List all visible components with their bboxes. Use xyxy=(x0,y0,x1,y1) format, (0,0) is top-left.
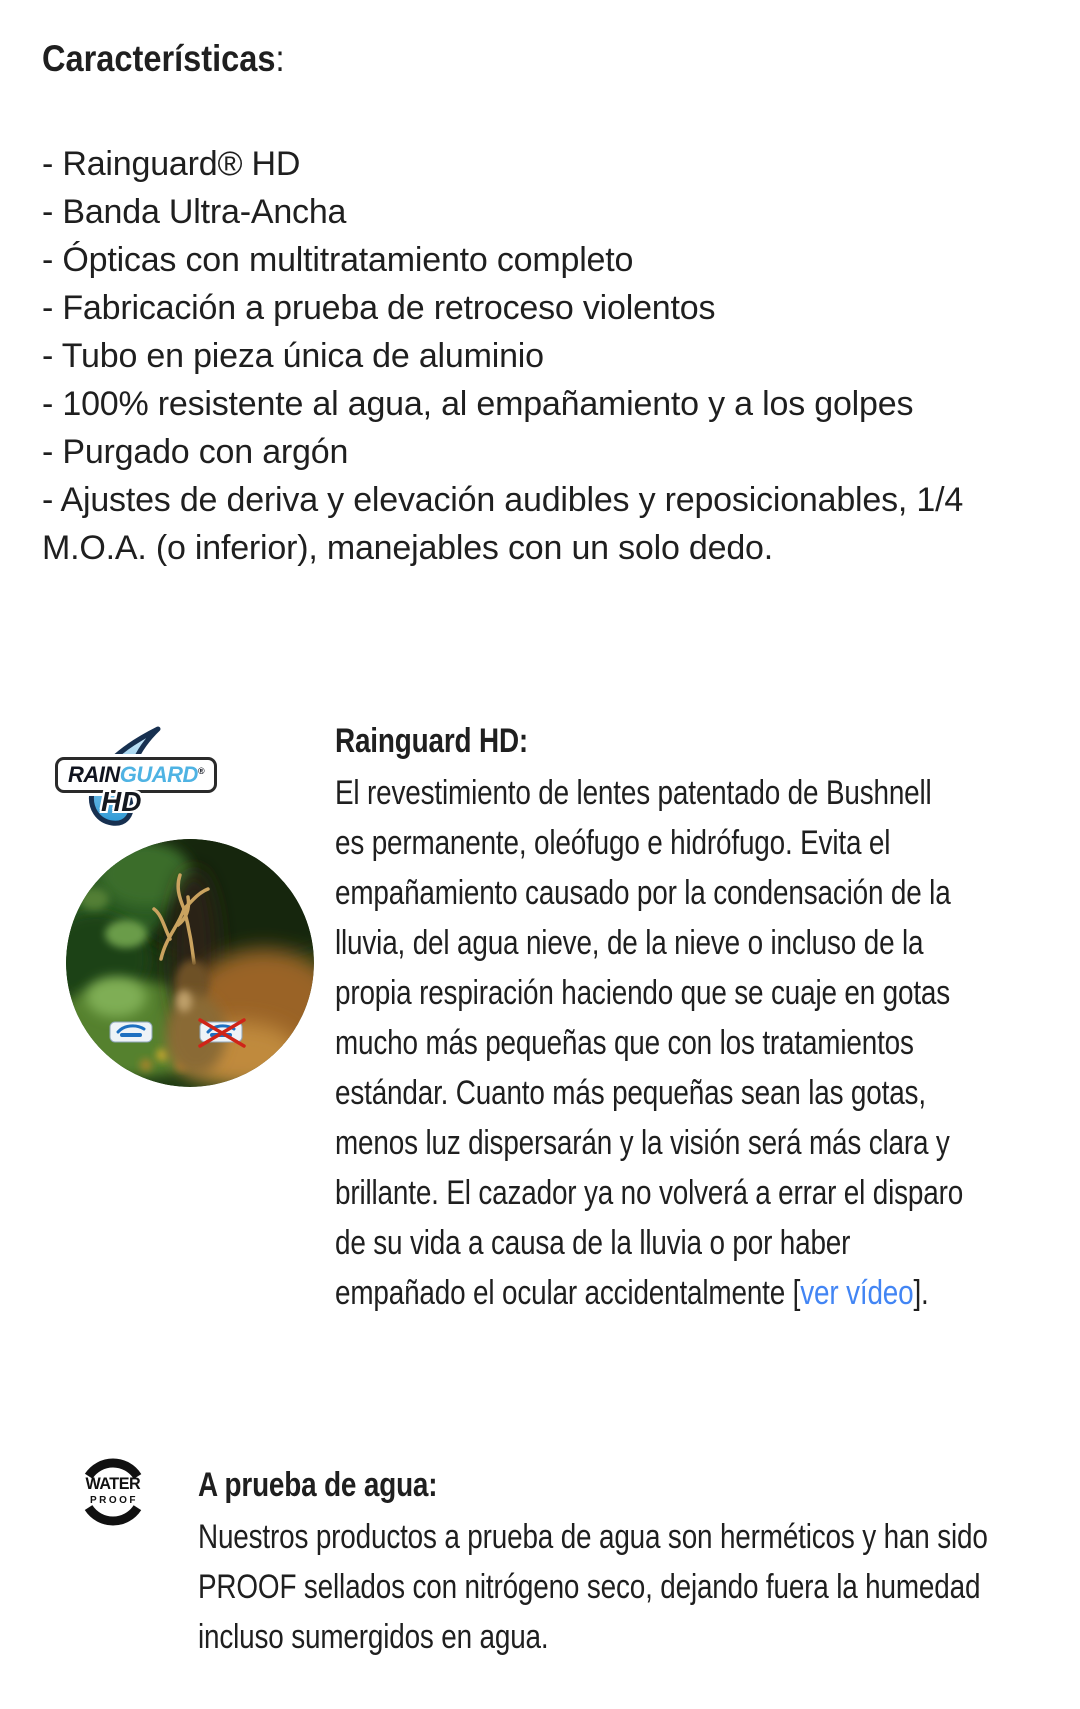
feature-item: - Banda Ultra-Ancha xyxy=(42,193,347,231)
rainguard-media-block xyxy=(55,700,315,1100)
features-heading xyxy=(42,36,285,82)
features-heading-text: Características xyxy=(42,38,276,79)
feature-item: - Purgado con argón xyxy=(42,433,349,471)
features-list xyxy=(42,140,1032,572)
rainguard-hd-badge: HD xyxy=(101,786,142,817)
feature-item: - Ópticas con multitratamiento completo xyxy=(42,241,634,279)
scope-view-image xyxy=(66,839,314,1087)
waterproof-badge-icon xyxy=(78,1457,148,1527)
mini-rainguard-stamp-clear xyxy=(110,1022,152,1042)
rainguard-paragraph xyxy=(335,768,965,1318)
waterproof-paragraph: Nuestros productos a prueba de agua son herméticos y han sido PROOF sellados con nitrógeno seco, dejando fuera la humedad incluso sumergidos en agua. xyxy=(198,1518,988,1656)
mini-rainguard-stamp-crossed xyxy=(200,1020,244,1046)
rainguard-section xyxy=(335,718,965,1318)
rainguard-logo-rain: RAIN xyxy=(67,762,120,787)
feature-item: - 100% resistente al agua, al empañamiento y a los golpes xyxy=(42,385,914,423)
rainguard-logo-guard: GUARD xyxy=(119,762,198,787)
ver-video-link[interactable]: ver vídeo xyxy=(800,1274,914,1312)
feature-item: - Ajustes de deriva y elevación audibles y reposicionables, 1/4 M.O.A. (o inferior), manejables con un solo dedo. xyxy=(42,481,964,567)
feature-item: - Tubo en pieza única de aluminio xyxy=(42,337,544,375)
waterproof-badge-water-text: WATER xyxy=(85,1474,141,1493)
waterproof-badge-proof-text: PROOF xyxy=(89,1495,139,1506)
rainguard-body-before-link: El revestimiento de lentes patentado de Bushnell es permanente, oleófugo e hidrófugo. Evita el empañamiento causado por la condensación de la lluvia, del agua nieve, de la nieve o incluso de la propia respiración haciendo que se cuaje en gotas mucho más pequeñas que con los tratamientos estándar. Cuanto más pequeñas sean las gotas, menos luz dispersarán y la visión será más clara y brillante. El cazador ya no volverá a errar el disparo de su vida a causa de la lluvia o por haber empañado el ocular accidentalmente [ xyxy=(335,774,964,1312)
features-heading-colon: : xyxy=(275,38,285,79)
waterproof-heading: A prueba de agua: xyxy=(198,1466,438,1504)
feature-item: - Fabricación a prueba de retroceso violentos xyxy=(42,289,716,327)
waterproof-section xyxy=(198,1462,989,1662)
feature-item: - Rainguard® HD xyxy=(42,145,301,183)
rainguard-heading: Rainguard HD: xyxy=(335,722,529,760)
rainguard-body-after-link: ]. xyxy=(913,1274,929,1312)
registered-mark: ® xyxy=(197,766,205,776)
